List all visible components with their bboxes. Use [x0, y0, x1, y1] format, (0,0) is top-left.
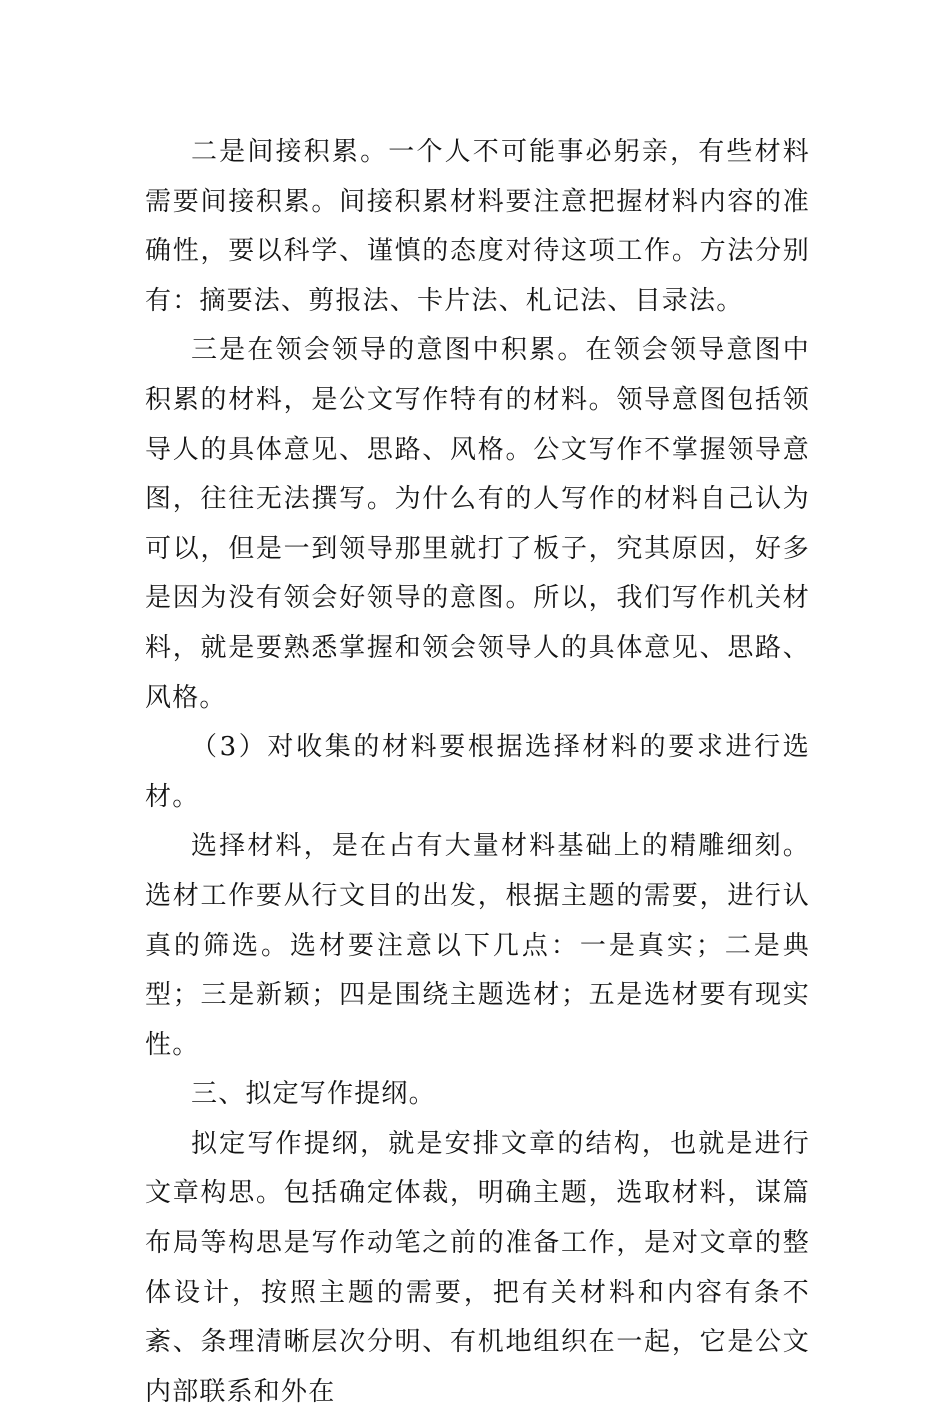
paragraph-material-selection: 选择材料，是在占有大量材料基础上的精雕细刻。选材工作要从行文目的出发，根据主题的需要，进行认真的筛选。选材要注意以下几点：一是真实；二是典型；三是新颖；四是围绕主题选材；五是选材要有现实性。 — [145, 831, 810, 1060]
paragraph-indirect-accumulation: 二是间接积累。一个人不可能事必躬亲，有些材料需要间接积累。间接积累材料要注意把握材料内容的准确性，要以科学、谨慎的态度对待这项工作。方法分别有：摘要法、剪报法、卡片法、札记法、目录法。 — [145, 137, 810, 316]
section-heading-outline: 三、拟定写作提纲。 — [191, 1079, 436, 1110]
paragraph-leadership-intent: 三是在领会领导的意图中积累。在领会领导意图中积累的材料，是公文写作特有的材料。领导意图包括领导人的具体意见、思路、风格。公文写作不掌握领导意图，往往无法撰写。为什么有的人写作的材料自己认为可以，但是一到领导那里就打了板子，究其原因，好多是因为没有领会好领导的意图。所以，我们写作机关材料，就是要熟悉掌握和领会领导人的具体意见、思路、风格。 — [145, 335, 810, 713]
document-body — [145, 128, 810, 1417]
paragraph-outline: 拟定写作提纲，就是安排文章的结构，也就是进行文章构思。包括确定体裁，明确主题，选取材料，谋篇布局等构思是写作动笔之前的准备工作，是对文章的整体设计，按照主题的需要，把有关材料和内容有条不紊、条理清晰层次分明、有机地组织在一起，它是公文内部联系和外在 — [145, 1128, 810, 1407]
paragraph-material-selection-heading: （3）对收集的材料要根据选择材料的要求进行选材。 — [145, 732, 810, 812]
